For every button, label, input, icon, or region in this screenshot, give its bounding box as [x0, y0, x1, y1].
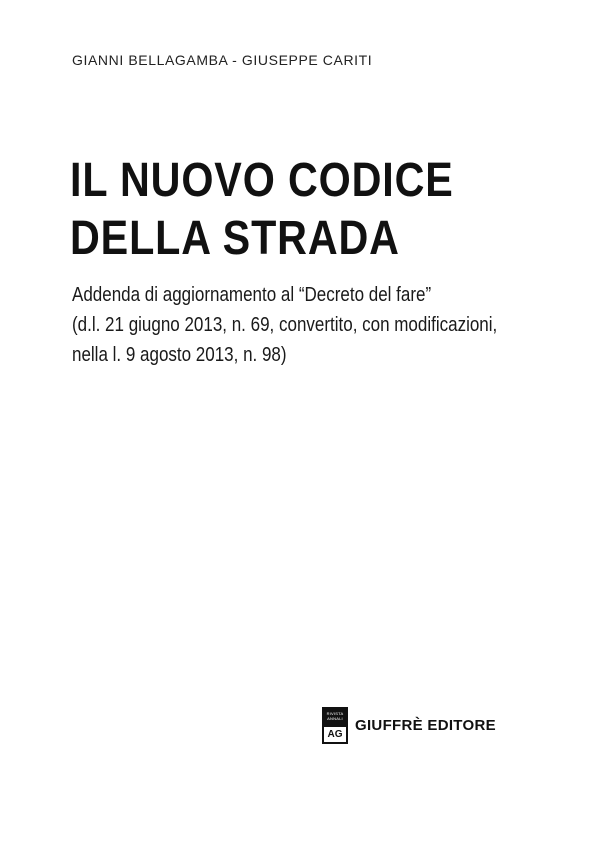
- logo-monogram: AG: [327, 729, 343, 740]
- publisher-name: GIUFFRÈ EDITORE: [355, 717, 496, 734]
- subtitle-line-3: nella l. 9 agosto 2013, n. 98): [72, 344, 287, 366]
- publisher-block: [322, 707, 496, 744]
- book-title: [70, 152, 454, 268]
- publisher-logo-icon: [322, 707, 348, 744]
- book-title-line-1: IL NUOVO CODICE: [70, 154, 454, 207]
- logo-top-text: RIVISTA ANNALI: [324, 709, 346, 727]
- book-title-line-2: DELLA STRADA: [70, 212, 400, 265]
- book-subtitle: [72, 280, 497, 370]
- subtitle-line-1: Addenda di aggiornamento al “Decreto del fare”: [72, 284, 432, 306]
- subtitle-line-2: (d.l. 21 giugno 2013, n. 69, convertito, con modificazioni,: [72, 314, 498, 336]
- authors-line: GIANNI BELLAGAMBA - GIUSEPPE CARITI: [72, 52, 373, 68]
